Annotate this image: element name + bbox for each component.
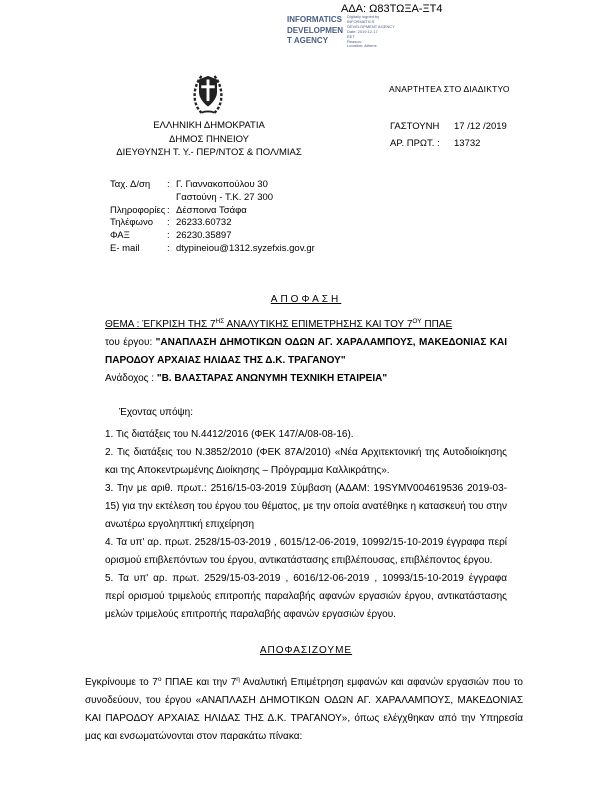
signature-detail-line: Date: 2019.12.17 xyxy=(347,28,378,34)
issuing-authority xyxy=(95,119,323,160)
contact-label: ΦΑΞ xyxy=(110,230,130,242)
contact-label: Πληροφορίες xyxy=(110,204,166,216)
signature-detail-line: DEVELOPMENT AGENCY xyxy=(347,23,395,29)
contact-label: Τηλέφωνο xyxy=(110,217,153,229)
contact-row-address xyxy=(110,179,315,192)
decision-superscript: ο xyxy=(157,676,162,683)
decide-heading: ΑΠΟΦΑΣΙΖΟΥΜΕ xyxy=(259,645,353,656)
subject-text-part: ΠΠΑΕ xyxy=(421,319,453,330)
subject-text-part: ΑΝΑΛΥΤΙΚΗΣ ΕΠΙΜΕΤΡΗΣΗΣ ΚΑΙ ΤΟΥ 7 xyxy=(224,319,413,330)
contact-row-info xyxy=(110,205,315,218)
signature-detail-line: EET xyxy=(347,33,355,39)
decision-paragraph xyxy=(85,671,523,746)
contact-row-address2 xyxy=(110,192,315,205)
contact-value: Δέσποινα Τσάφα xyxy=(176,204,247,216)
contact-value: Γ. Γιαννακοπούλου 30 xyxy=(176,179,268,190)
anartitea-label: ΑΝΑΡΤΗΤΕΑ ΣΤΟ ΔΙΑΔΙΚΤΥΟ xyxy=(389,84,510,94)
protocol-number-row xyxy=(390,135,507,152)
authority-line-directorate: ΔΙΕΥΘΥΝΣΗ Τ. Υ.- ΠΕΡ/ΝΤΟΣ & ΠΟΛ/ΜΙΑΣ xyxy=(116,147,302,158)
contact-colon: : xyxy=(167,217,170,229)
contact-colon: : xyxy=(167,179,170,190)
place-label: ΓΑΣΤΟΥΝΗ xyxy=(390,121,440,132)
contact-colon xyxy=(167,192,176,205)
document-body xyxy=(85,291,523,746)
decision-superscript: η xyxy=(236,676,240,683)
document-date: 17 /12 /2019 xyxy=(454,121,507,132)
hellenic-republic-emblem-icon xyxy=(190,70,226,116)
contact-row-fax xyxy=(110,230,315,243)
contractor-label: Ανάδοχος : xyxy=(105,373,157,384)
contact-row-email xyxy=(110,243,315,256)
stamp-line: INFORMATICS xyxy=(287,15,342,24)
authority-line-municipality: ΔΗΜΟΣ ΠΗΝΕΙΟΥ xyxy=(169,133,249,145)
signature-detail-line: Digitally signed by xyxy=(347,14,380,19)
protocol-number-label: ΑΡ. ΠΡΩΤ. : xyxy=(390,138,440,149)
contact-label xyxy=(110,192,167,205)
contact-row-phone xyxy=(110,217,315,230)
legal-item-1: 1. Τις διατάξεις του Ν.4412/2016 (ΦΕΚ 147/Α/08-08-16). xyxy=(105,429,354,440)
signature-detail-line: Reason: xyxy=(347,38,362,44)
decision-text-part: Αναλυτική Επιμέτρηση εμφανών και αφανών εργασιών που το συνοδεύουν, του έργου «ΑΝΑΠΛΑΣΗ ΔΗΜΟΤΙΚΩΝ ΟΔΩΝ ΑΓ. ΧΑΡΑΛΑΜΠΟΥΣ, ΜΑΚΕΔΟΝΙΑΣ ΚΑΙ ΠΑΡΟΔΟΥ ΑΡΧΑΙΑΣ ΗΛΙΔΑΣ ΤΗΣ Δ.Κ. ΤΡΑΓΑΝΟΥ», όπως ελέγχθηκαν από την Υπηρεσία μας και ενσωματώνονται στον παρακάτω πίνακα: xyxy=(85,677,523,742)
having-regard-label: Έχοντας υπόψη: xyxy=(119,407,193,418)
legal-item-4: 4. Τα υπ' αρ. πρωτ. 2528/15-03-2019 , 6015/12-06-2019, 10992/15-10-2019 έγγραφα περί ορισμού επιβλεπόντων του έργου, αντικατάστασης επιβλέπουσας, επιβλέποντος έργου. xyxy=(105,537,507,566)
decision-title: ΑΠΟΦΑΣΗ xyxy=(270,294,342,305)
protocol-block xyxy=(390,118,507,152)
contact-value: 26230.35897 xyxy=(176,230,232,242)
project-intro: του έργου: xyxy=(105,337,156,348)
project-line xyxy=(105,334,507,370)
contact-label: E- mail xyxy=(110,242,140,254)
protocol-number: 13732 xyxy=(454,138,481,149)
contact-block xyxy=(110,179,315,256)
legal-item-5: 5. Τα υπ' αρ. πρωτ. 2529/15-03-2019 , 6016/12-06-2019 , 10993/15-10-2019 έγγραφα περί ορισμού τριμελούς επιτροπής παραλαβής αφανών εργασιών έργου, αντικατάστασης μελών τριμελούς επιτροπής παραλαβής αφανών εργασιών έργου. xyxy=(105,573,507,620)
contact-colon: : xyxy=(167,242,170,254)
contact-email-value: dtypineiou@1312.syzefxis.gov.gr xyxy=(176,242,315,254)
digital-signature-stamp xyxy=(287,15,343,47)
signature-detail-line: INFORMATICS xyxy=(347,18,375,24)
signature-detail-line: Location: Athens xyxy=(347,43,377,49)
signature-details xyxy=(347,15,423,49)
contractor-name: "Β. ΒΛΑΣΤΑΡΑΣ ΑΝΩΝΥΜΗ ΤΕΧΝΙΚΗ ΕΤΑΙΡΕΙΑ" xyxy=(156,373,388,384)
project-name: "ΑΝΑΠΛΑΣΗ ΔΗΜΟΤΙΚΩΝ ΟΔΩΝ ΑΓ. ΧΑΡΑΛΑΜΠΟΥΣ, ΜΑΚΕΔΟΝΙΑΣ ΚΑΙ ΠΑΡΟΔΟΥ ΑΡΧΑΙΑΣ ΗΛΙΔΑΣ ΤΗΣ Δ.Κ. ΤΡΑΓΑΝΟΥ" xyxy=(105,337,507,366)
ada-code: ΑΔΑ: Ω83ΤΩΞΑ-ΞΤ4 xyxy=(341,3,443,15)
decision-text-part: Εγκρίνουμε το 7 xyxy=(85,677,158,688)
subject-superscript: ΟΥ xyxy=(412,318,422,325)
stamp-line: DEVELOPMEN xyxy=(287,25,344,35)
authority-line-republic: ΕΛΛΗΝΙΚΗ ΔΗΜΟΚΡΑΤΙΑ xyxy=(153,120,265,131)
contractor-line xyxy=(105,370,507,388)
subject-superscript: ΗΣ xyxy=(215,318,225,325)
contact-value: 26233.60732 xyxy=(176,217,232,229)
contact-colon: : xyxy=(167,230,170,242)
contact-colon: : xyxy=(167,204,170,216)
legal-item-2: 2. Τις διατάξεις του Ν.3852/2010 (ΦΕΚ 87Α/2010) «Νέα Αρχιτεκτονική της Αυτοδιοίκησης και της Αποκεντρωμένης Διοίκησης – Πρόγραμμα Καλλικράτης». xyxy=(105,447,507,476)
protocol-date-row xyxy=(390,118,507,135)
contact-value: Γαστούνη - Τ.Κ. 27 300 xyxy=(176,191,274,203)
subject-line xyxy=(105,313,507,334)
legal-item-3: 3. Την με αριθ. πρωτ.: 2516/15-03-2019 Σύμβαση (ΑΔΑΜ: 19SYMV004619536 2019-03-15) για την εκτέλεση του έργου του θέματος, με την οποία ανατέθηκε η κατασκευή του στην ανωτέρω εργοληπτική επιχείρηση xyxy=(105,483,507,530)
decision-text-part: ΠΠΑΕ και την 7 xyxy=(161,677,237,688)
subject-text-part: ΘΕΜΑ : ΈΓΚΡΙΣΗ ΤΗΣ 7 xyxy=(105,319,216,330)
contact-label: Ταχ. Δ/ση xyxy=(110,179,151,190)
stamp-line: T AGENCY xyxy=(287,36,329,45)
